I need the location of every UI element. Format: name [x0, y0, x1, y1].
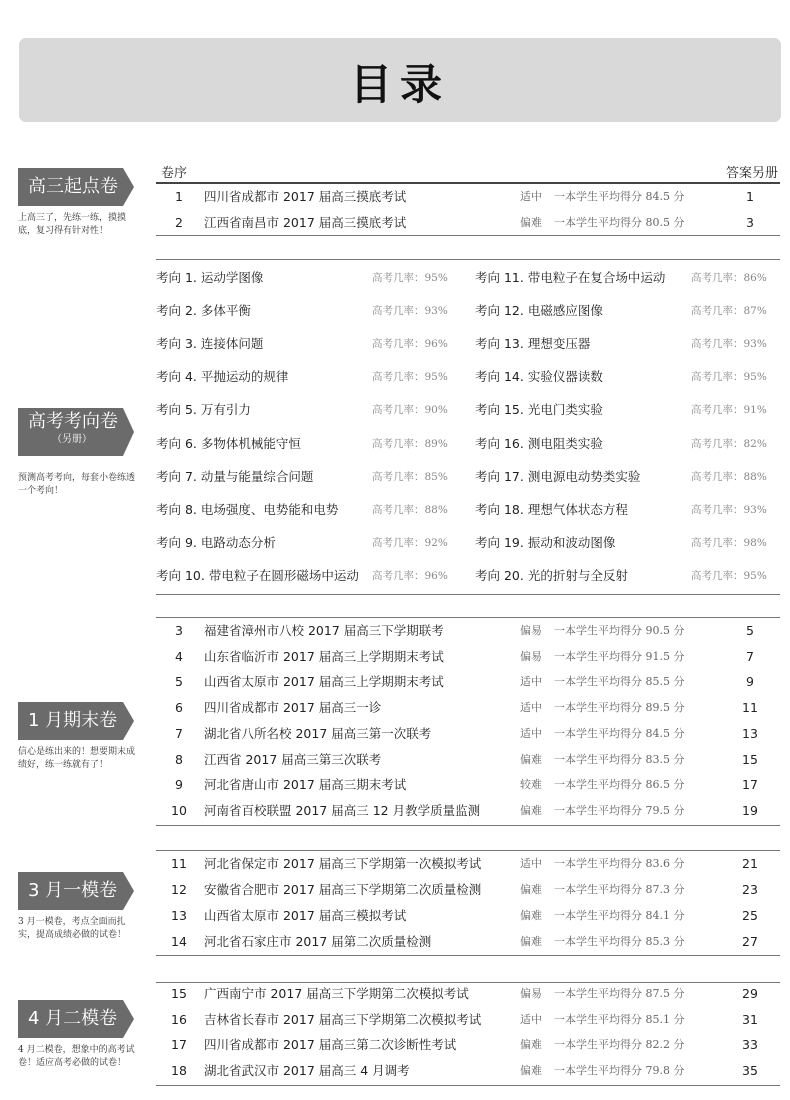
paper-name: 山西省太原市 2017 届高三模拟考试	[204, 908, 407, 923]
difficulty: 偏难	[520, 1064, 542, 1078]
section-tag-s1: 高三起点卷	[18, 168, 123, 206]
toc-row	[156, 750, 780, 770]
toc-row	[156, 698, 780, 718]
direction-name: 考向 7. 动量与能量综合问题	[156, 468, 314, 484]
exam-probability: 高考几率：89%	[372, 437, 448, 450]
page-number: 31	[742, 1011, 758, 1027]
page-number: 33	[742, 1037, 758, 1053]
section-note-s2: 预测高考考向，每套小卷练透一个考向！	[18, 473, 136, 496]
paper-name: 河北省石家庄市 2017 届第二次质量检测	[204, 934, 432, 949]
average-score: 一本学生平均得分 84.5 分	[554, 190, 685, 203]
toc-row	[156, 984, 780, 1004]
section-note-s4: 3 月一模卷，考点全面而扎实，提高成绩必做的试卷！	[18, 917, 127, 940]
average-score: 一本学生平均得分 91.5 分	[554, 649, 685, 663]
paper-name: 江西省 2017 届高三第三次联考	[204, 751, 382, 767]
exam-probability: 高考几率：87%	[691, 305, 767, 318]
average-score: 一本学生平均得分 87.5 分	[554, 987, 685, 1000]
page-number: 25	[742, 908, 758, 923]
exam-probability: 高考几率：96%	[372, 338, 448, 351]
average-score: 一本学生平均得分 84.5 分	[554, 726, 685, 740]
exam-probability: 高考几率：98%	[691, 536, 767, 549]
direction-name: 考向 9. 电路动态分析	[156, 534, 276, 550]
paper-number: 5	[175, 674, 183, 690]
section-tag-s3: 1 月期末卷	[18, 702, 123, 740]
paper-number: 4	[175, 648, 183, 664]
direction-name: 考向 15. 光电门类实验	[475, 402, 603, 418]
paper-name: 四川省成都市 2017 届高三一诊	[204, 700, 382, 716]
section-note-s1: 上高三了，先练一练，摸摸底，复习得有针对性！	[18, 213, 127, 236]
direction-name: 考向 12. 电磁感应图像	[475, 303, 603, 319]
section-tag-s2	[18, 408, 123, 456]
average-score: 一本学生平均得分 86.5 分	[554, 778, 685, 792]
average-score: 一本学生平均得分 79.8 分	[554, 1064, 685, 1078]
exam-probability: 高考几率：82%	[691, 437, 767, 450]
difficulty: 偏易	[520, 624, 542, 637]
direction-name: 考向 8. 电场强度、电势能和电势	[156, 501, 339, 517]
exam-probability: 高考几率：86%	[691, 272, 767, 284]
page-number: 7	[746, 648, 754, 664]
toc-row	[156, 1061, 780, 1081]
direction-name: 考向 10. 带电粒子在圆形磁场中运动	[156, 567, 359, 583]
average-score: 一本学生平均得分 82.2 分	[554, 1038, 685, 1052]
direction-name: 考向 19. 振动和波动图像	[475, 534, 616, 550]
toc-row	[156, 1010, 780, 1030]
paper-number: 7	[175, 725, 183, 741]
paper-name: 河北省保定市 2017 届高三下学期第一次模拟考试	[204, 856, 482, 871]
exam-direction-item	[475, 400, 775, 420]
exam-direction-item	[475, 533, 775, 553]
difficulty: 偏难	[520, 909, 542, 922]
section-tag-s2-label: 高考考向卷	[28, 411, 118, 432]
exam-direction-item	[475, 566, 775, 586]
difficulty: 偏难	[520, 216, 542, 229]
paper-number: 13	[171, 908, 187, 923]
exam-direction-item	[156, 400, 456, 420]
section-tag-s4: 3 月一模卷	[18, 872, 123, 910]
toc-row	[156, 647, 780, 667]
divider	[156, 825, 780, 826]
section-note-s3: 信心是练出来的！想要期末成绩好，练一练就有了！	[18, 747, 136, 770]
exam-probability: 高考几率：93%	[691, 503, 767, 516]
exam-probability: 高考几率：95%	[372, 272, 448, 284]
exam-direction-item	[475, 268, 775, 288]
direction-name: 考向 13. 理想变压器	[475, 336, 591, 352]
exam-probability: 高考几率：88%	[372, 503, 448, 516]
direction-name: 考向 4. 平抛运动的规律	[156, 369, 289, 385]
exam-probability: 高考几率：90%	[372, 404, 448, 417]
direction-name: 考向 14. 实验仪器读数	[475, 369, 603, 385]
divider	[156, 235, 780, 236]
paper-name: 广西南宁市 2017 届高三下学期第二次模拟考试	[204, 986, 469, 1001]
exam-direction-item	[156, 268, 456, 288]
page-number: 5	[746, 623, 754, 638]
direction-name: 考向 6. 多物体机械能守恒	[156, 435, 301, 451]
paper-name: 河北省唐山市 2017 届高三期末考试	[204, 777, 407, 793]
exam-direction-item	[156, 434, 456, 454]
exam-probability: 高考几率：91%	[691, 404, 767, 417]
exam-probability: 高考几率：95%	[691, 569, 767, 582]
exam-direction-item	[156, 467, 456, 487]
divider	[156, 1085, 780, 1086]
toc-row	[156, 854, 780, 874]
paper-number: 11	[171, 856, 187, 871]
difficulty: 适中	[520, 675, 542, 689]
average-score: 一本学生平均得分 79.5 分	[554, 803, 685, 817]
exam-direction-item	[475, 334, 775, 354]
paper-number: 17	[171, 1037, 187, 1053]
divider	[156, 955, 780, 956]
exam-direction-item	[475, 434, 775, 454]
paper-number: 3	[175, 623, 183, 638]
average-score: 一本学生平均得分 85.5 分	[554, 675, 685, 689]
difficulty: 适中	[520, 726, 542, 740]
exam-probability: 高考几率：95%	[691, 371, 767, 384]
average-score: 一本学生平均得分 85.1 分	[554, 1012, 685, 1026]
toc-row	[156, 187, 780, 207]
header-col-right: 答案另册	[725, 166, 778, 181]
paper-number: 18	[171, 1063, 187, 1079]
exam-direction-item	[156, 533, 456, 553]
difficulty: 适中	[520, 857, 542, 870]
paper-name: 河南省百校联盟 2017 届高三 12 月教学质量监测	[204, 802, 481, 818]
direction-name: 考向 3. 连接体问题	[156, 336, 264, 352]
page-title: 目录	[349, 60, 450, 109]
exam-direction-item	[475, 301, 775, 321]
toc-row	[156, 932, 780, 952]
page-number: 19	[742, 802, 758, 818]
difficulty: 偏难	[520, 935, 542, 948]
paper-name: 江西省南昌市 2017 届高三摸底考试	[204, 215, 407, 230]
divider	[156, 982, 780, 983]
direction-name: 考向 2. 多体平衡	[156, 303, 251, 319]
average-score: 一本学生平均得分 85.3 分	[554, 935, 685, 948]
difficulty: 适中	[520, 1012, 542, 1026]
header-col-left: 卷序	[161, 166, 188, 181]
paper-number: 15	[171, 986, 187, 1001]
paper-name: 安徽省合肥市 2017 届高三下学期第二次质量检测	[204, 882, 482, 897]
exam-probability: 高考几率：93%	[691, 338, 767, 351]
exam-direction-item	[156, 500, 456, 520]
exam-direction-item	[156, 367, 456, 387]
section-note-s5: 4 月二模卷，想象中的高考试卷！适应高考必做的试卷！	[18, 1045, 135, 1068]
page-number: 15	[742, 751, 758, 767]
paper-number: 9	[175, 777, 183, 793]
page-number: 17	[742, 777, 758, 793]
page-number: 3	[746, 215, 754, 230]
paper-number: 6	[175, 700, 183, 716]
paper-name: 四川省成都市 2017 届高三第二次诊断性考试	[204, 1037, 457, 1053]
paper-number: 1	[175, 189, 183, 204]
page-number: 1	[746, 189, 754, 204]
exam-direction-item	[156, 566, 456, 586]
difficulty: 偏难	[520, 1038, 542, 1052]
page-number: 27	[742, 934, 758, 949]
average-score: 一本学生平均得分 80.5 分	[554, 216, 685, 229]
divider	[156, 182, 780, 184]
toc-row	[156, 880, 780, 900]
direction-name: 考向 11. 带电粒子在复合场中运动	[475, 270, 666, 285]
divider	[156, 259, 780, 260]
toc-row	[156, 1035, 780, 1055]
exam-probability: 高考几率：85%	[372, 470, 448, 483]
difficulty: 偏难	[520, 752, 542, 766]
paper-name: 吉林省长春市 2017 届高三下学期第二次模拟考试	[204, 1011, 482, 1027]
paper-number: 16	[171, 1011, 187, 1027]
paper-name: 山西省太原市 2017 届高三上学期期末考试	[204, 674, 444, 690]
divider	[156, 594, 780, 595]
paper-name: 湖北省武汉市 2017 届高三 4 月调考	[204, 1063, 410, 1079]
average-score: 一本学生平均得分 83.6 分	[554, 857, 685, 870]
divider	[156, 617, 780, 618]
exam-probability: 高考几率：96%	[372, 569, 448, 582]
difficulty: 较难	[520, 778, 542, 792]
section-tag-s5: 4 月二模卷	[18, 1000, 123, 1038]
direction-name: 考向 20. 光的折射与全反射	[475, 567, 628, 583]
paper-name: 福建省漳州市八校 2017 届高三下学期联考	[204, 623, 444, 638]
exam-direction-item	[475, 367, 775, 387]
toc-row	[156, 621, 780, 641]
paper-number: 8	[175, 751, 183, 767]
exam-probability: 高考几率：93%	[372, 305, 448, 318]
direction-name: 考向 1. 运动学图像	[156, 270, 264, 285]
exam-probability: 高考几率：95%	[372, 371, 448, 384]
difficulty: 偏难	[520, 803, 542, 817]
title-banner	[19, 38, 781, 122]
direction-name: 考向 16. 测电阻类实验	[475, 435, 603, 451]
page-number: 9	[746, 674, 754, 690]
average-score: 一本学生平均得分 87.3 分	[554, 883, 685, 896]
paper-number: 12	[171, 882, 187, 897]
exam-direction-item	[156, 301, 456, 321]
average-score: 一本学生平均得分 83.5 分	[554, 752, 685, 766]
difficulty: 适中	[520, 190, 542, 203]
section-tag-s2-sub: （另册）	[52, 434, 92, 445]
difficulty: 偏易	[520, 987, 542, 1000]
toc-row	[156, 213, 780, 233]
page-number: 35	[742, 1063, 758, 1079]
difficulty: 偏易	[520, 649, 542, 663]
direction-name: 考向 5. 万有引力	[156, 402, 251, 418]
page-number: 13	[742, 725, 758, 741]
direction-name: 考向 17. 测电源电动势类实验	[475, 468, 641, 484]
toc-row	[156, 801, 780, 821]
difficulty: 偏难	[520, 883, 542, 896]
exam-direction-item	[475, 467, 775, 487]
average-score: 一本学生平均得分 90.5 分	[554, 624, 685, 637]
exam-direction-item	[475, 500, 775, 520]
paper-name: 四川省成都市 2017 届高三摸底考试	[204, 189, 407, 204]
difficulty: 适中	[520, 701, 542, 715]
toc-row	[156, 775, 780, 795]
paper-number: 14	[171, 934, 187, 949]
toc-row	[156, 724, 780, 744]
average-score: 一本学生平均得分 84.1 分	[554, 909, 685, 922]
direction-name: 考向 18. 理想气体状态方程	[475, 501, 628, 517]
paper-number: 10	[171, 802, 187, 818]
page-number: 21	[742, 856, 758, 871]
exam-direction-item	[156, 334, 456, 354]
page-number: 11	[742, 700, 758, 716]
exam-probability: 高考几率：92%	[372, 536, 448, 549]
average-score: 一本学生平均得分 89.5 分	[554, 701, 685, 715]
paper-number: 2	[175, 215, 183, 230]
exam-probability: 高考几率：88%	[691, 470, 767, 483]
toc-row	[156, 906, 780, 926]
divider	[156, 850, 780, 851]
page-number: 23	[742, 882, 758, 897]
paper-name: 山东省临沂市 2017 届高三上学期期末考试	[204, 648, 444, 664]
paper-name: 湖北省八所名校 2017 届高三第一次联考	[204, 725, 432, 741]
page-number: 29	[742, 986, 758, 1001]
toc-row	[156, 672, 780, 692]
